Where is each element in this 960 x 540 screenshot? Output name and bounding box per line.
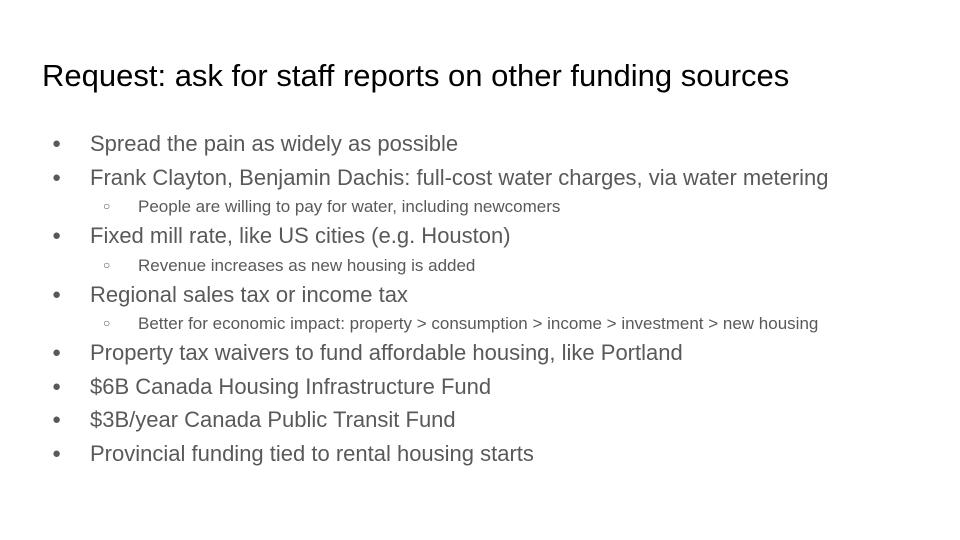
bullet-circle-icon: ○ <box>103 199 111 213</box>
bullet-item <box>0 370 960 404</box>
bullet-item <box>0 403 960 437</box>
sub-bullet-text: People are willing to pay for water, including newcomers <box>138 197 561 216</box>
bullet-list <box>0 127 960 470</box>
bullet-text: Frank Clayton, Benjamin Dachis: full-cost water charges, via water metering <box>90 164 829 190</box>
bullet-item <box>0 127 960 161</box>
bullet-text: Fixed mill rate, like US cities (e.g. Houston) <box>90 223 511 248</box>
bullet-dot-icon: ● <box>52 285 62 303</box>
bullet-text: $6B Canada Housing Infrastructure Fund <box>90 373 492 399</box>
bullet-item <box>0 336 960 370</box>
bullet-dot-icon: ● <box>52 227 62 244</box>
bullet-text: Regional sales tax or income tax <box>90 281 408 307</box>
bullet-dot-icon: ● <box>52 135 62 152</box>
bullet-dot-icon: ● <box>52 168 62 186</box>
bullet-circle-icon: ○ <box>103 257 111 272</box>
bullet-item <box>0 219 960 253</box>
bullet-item <box>0 278 960 312</box>
bullet-circle-icon: ○ <box>103 316 111 330</box>
bullet-dot-icon: ● <box>52 377 62 395</box>
sub-bullet-item <box>0 194 960 219</box>
bullet-text: Spread the pain as widely as possible <box>90 131 459 156</box>
slide-title: Request: ask for staff reports on other funding sources <box>42 58 790 93</box>
sub-bullet-text: Revenue increases as new housing is added <box>138 255 476 275</box>
bullet-dot-icon: ● <box>52 444 62 462</box>
sub-bullet-text: Better for economic impact: property > consumption > income > investment > new housing <box>138 314 819 333</box>
bullet-dot-icon: ● <box>52 344 62 361</box>
bullet-text: Property tax waivers to fund affordable housing, like Portland <box>90 340 683 365</box>
bullet-text: Provincial funding tied to rental housing starts <box>90 440 534 466</box>
sub-bullet-item <box>0 311 960 336</box>
bullet-item <box>0 161 960 195</box>
bullet-text: $3B/year Canada Public Transit Fund <box>90 407 456 432</box>
sub-bullet-item <box>0 253 960 278</box>
bullet-item <box>0 437 960 471</box>
bullet-dot-icon: ● <box>52 411 62 428</box>
